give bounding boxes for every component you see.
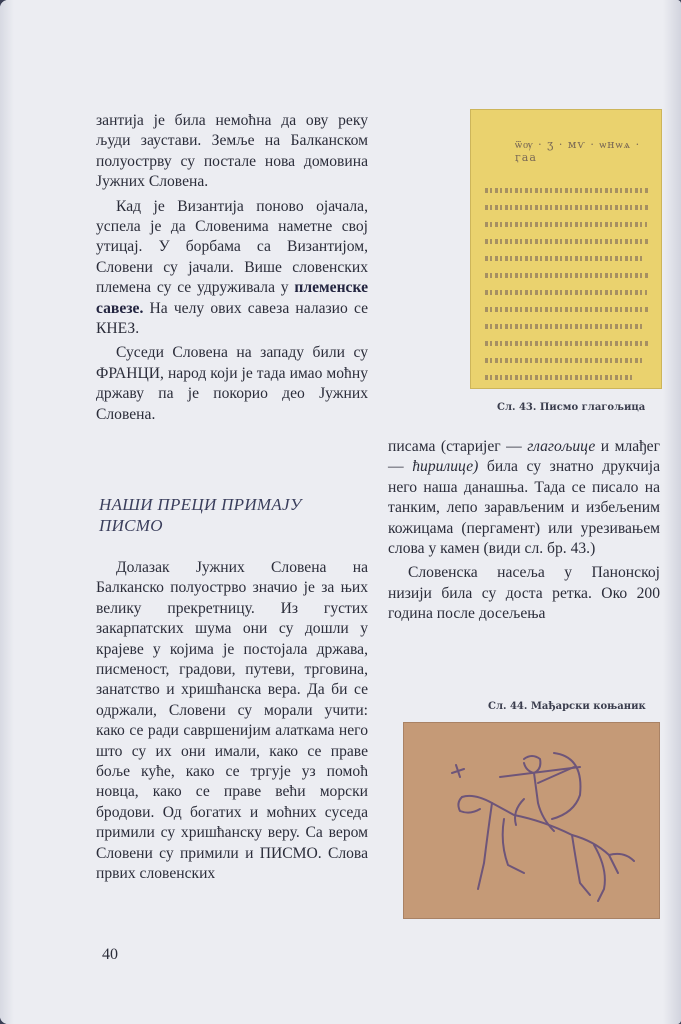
manuscript-header-script: ѿѹ · ӡ · мѵ · ѡнѡѧ · ӷаа <box>515 138 641 164</box>
paragraph-text: и млађег — <box>388 438 661 476</box>
paragraph-byzantium-river: зантија је била немоћна да ову реку људи заустави. Земље на Балканском полуострву су постале нова домовина Јужних Словена. <box>96 112 368 191</box>
manuscript-line <box>485 375 635 380</box>
manuscript-line <box>485 188 649 193</box>
manuscript-line <box>485 307 649 312</box>
paragraph-scripts <box>388 437 660 559</box>
manuscript-line <box>485 358 643 363</box>
page-number: 40 <box>102 946 118 963</box>
paragraph-byzantium-influence <box>96 197 368 340</box>
manuscript-line <box>485 324 645 329</box>
manuscript-line <box>485 273 649 278</box>
paragraph-text: Кад је Византија поново ојачала, успела је да Словенима наметне свој утицај. У борбама са Византијом, Словени су јачали. Више словенских племена су се удруживала у <box>96 197 368 297</box>
manuscript-line <box>485 290 647 295</box>
figure-44-caption: Сл. 44. Мађарски коњаник <box>488 701 646 712</box>
paragraph-pannonian-settlements: Словенска насеља у Панонској низији била су доста ретка. Око 200 година после досељења <box>388 564 660 623</box>
paragraph-text: писама (старијег — <box>388 438 528 455</box>
paragraph-text: била су знатно друкчија него наша данашња. Тада се писало на танким, лепо зарављеним и избељеним кожицама (пергамент) или урезивањем слова у камен (види сл. бр. 43.) <box>388 458 660 558</box>
section-heading: НАШИ ПРЕЦИ ПРИМАЈУ ПИСМО <box>99 495 302 535</box>
figure-hungarian-horseman <box>403 722 660 919</box>
manuscript-line <box>485 341 649 346</box>
manuscript-line <box>485 239 649 244</box>
figure-glagolitic-manuscript <box>470 109 662 389</box>
manuscript-line <box>485 256 645 261</box>
left-column-bottom <box>96 558 368 889</box>
horseman-drawing <box>404 723 661 920</box>
right-column <box>388 437 660 629</box>
bold-term-tribal-unions: племенске савезе. <box>96 279 368 317</box>
italic-term-glagolitic: глагољице <box>527 438 596 455</box>
left-column-top <box>96 111 368 429</box>
figure-43-caption: Сл. 43. Писмо глагољица <box>497 402 646 413</box>
manuscript-line <box>485 205 649 210</box>
paragraph-text: На челу ових савеза налазио се КНЕЗ. <box>96 299 368 338</box>
manuscript-line <box>485 222 647 227</box>
paragraph-franks: Суседи Словена на западу били су ФРАНЦИ, народ који је тада имао моћну државу па је покорио део Јужних Словена. <box>96 344 368 423</box>
italic-term-cyrillic: ћирилице) <box>412 458 479 476</box>
paragraph-arrival: Долазак Јужних Словена на Балканско полуострво значио је за њих велику прекретницу. Из густих закарпатских шума они су дошли у крајеве у којима је постојала држава, писменост, градови, путеви, трговина, занатство и хришћанска вера. Да би се одржали, Словени су морали учити: како се ради савршенијим алаткама него што су их они имали, како се праве боље куће, како се тргује уз помоћ новца, како се праве већи морски бродови. Од богатих и моћних суседа примили су хришћанску веру. Са вером Словени су примили и ПИСМО. Слова првих словенских <box>96 559 368 883</box>
